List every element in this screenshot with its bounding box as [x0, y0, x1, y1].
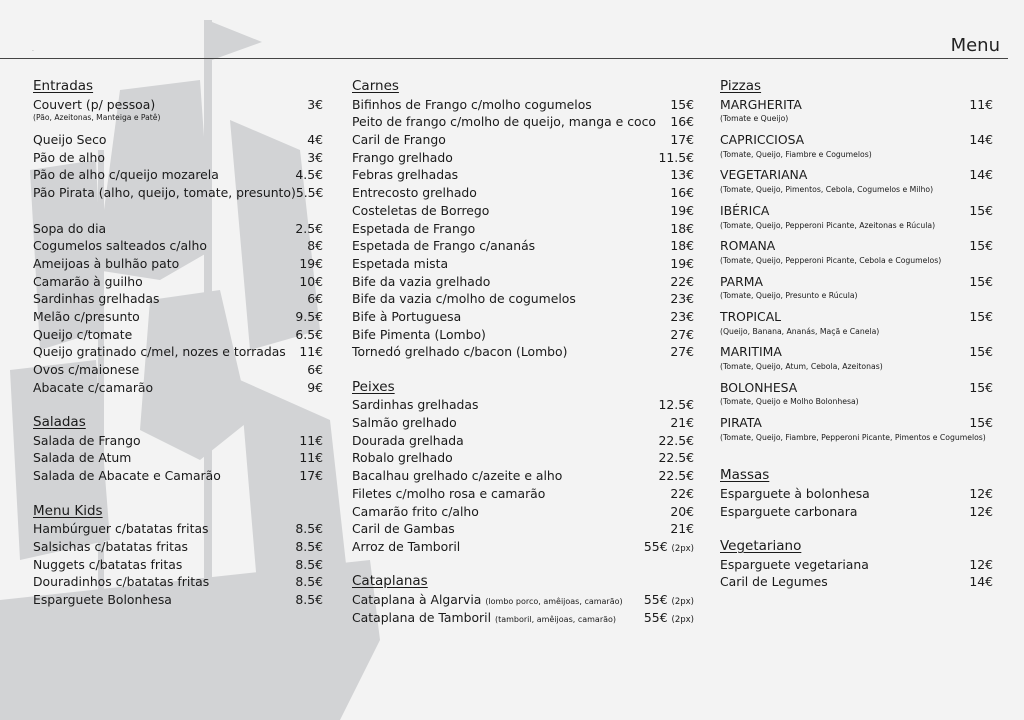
pizza-description: (Tomate, Queijo e Molho Bolonhesa) — [720, 397, 859, 407]
menu-item — [352, 184, 694, 202]
item-price: 8.5€ — [295, 538, 323, 554]
item-name: Salada de Abacate e Camarão — [33, 468, 221, 484]
item-price: 12€ — [969, 556, 993, 572]
item-name: Espetada de Frango c/ananás — [352, 238, 536, 254]
menu-item — [33, 184, 323, 202]
item-name: CAPRICCIOSA — [720, 132, 805, 148]
column-left — [33, 78, 323, 609]
item-ingredients: (lombo porco, amêijoas, camarão) — [485, 596, 623, 606]
item-price: 8.5€ — [295, 521, 323, 537]
section-title-kids: Menu Kids — [33, 502, 103, 519]
item-name: Entrecosto grelhado — [352, 185, 477, 201]
pizza-description: (Tomate, Queijo, Atum, Cebola, Azeitonas) — [720, 362, 883, 371]
item-price: 16€ — [670, 114, 694, 130]
item-price: 3€ — [307, 96, 323, 112]
item-price: 11€ — [299, 344, 323, 360]
item-price: 8.5€ — [295, 574, 323, 590]
menu-item — [352, 96, 694, 114]
menu-item — [720, 556, 993, 574]
item-price: 55€ — [643, 591, 668, 607]
pizza-description: (Tomate e Queijo) — [720, 114, 789, 124]
menu-item — [352, 503, 694, 521]
menu-item — [33, 520, 323, 538]
header-dot: . — [32, 46, 34, 53]
menu-item — [33, 343, 323, 361]
item-name: Filetes c/molho rosa e camarão — [352, 485, 546, 501]
item-price: 8.5€ — [295, 591, 323, 607]
pizza-item — [720, 273, 993, 291]
item-price: 21€ — [670, 415, 694, 431]
pizza-description: (Queijo, Banana, Ananás, Maçã e Canela) — [720, 326, 880, 336]
item-price: 15€ — [969, 273, 993, 289]
menu-item — [352, 449, 694, 467]
item-name: Salada de Frango — [33, 432, 141, 448]
item-name: Camarão à guilho — [33, 273, 143, 289]
item-name: Febras grelhadas — [352, 167, 459, 183]
menu-item — [352, 326, 694, 344]
menu-item — [33, 255, 323, 273]
item-price: 10€ — [299, 273, 323, 289]
item-price: 17€ — [670, 132, 694, 148]
menu-item — [352, 591, 694, 609]
item-name: PARMA — [720, 273, 763, 289]
item-name: Pão de alho c/queijo mozarela — [33, 167, 219, 183]
item-name: Salsichas c/batatas fritas — [33, 538, 188, 554]
menu-item — [33, 591, 323, 609]
item-price: 15€ — [969, 379, 993, 395]
item-name: Queijo c/tomate — [33, 326, 133, 342]
column-middle — [352, 78, 694, 626]
item-price: 11€ — [969, 96, 993, 112]
item-name: Esparguete à bolonhesa — [720, 485, 870, 501]
menu-item — [352, 166, 694, 184]
menu-item — [33, 556, 323, 574]
item-price: 27€ — [670, 326, 694, 342]
item-note: (Pão, Azeitonas, Manteiga e Patê) — [33, 113, 161, 123]
menu-item — [352, 343, 694, 361]
item-price: 15€ — [969, 202, 993, 218]
item-name: Bacalhau grelhado c/azeite e alho — [352, 468, 563, 484]
item-price: 8.5€ — [295, 556, 323, 572]
item-name: Sardinhas grelhadas — [33, 291, 160, 307]
item-price: 3€ — [307, 149, 323, 165]
item-price: 21€ — [670, 521, 694, 537]
item-name: Nuggets c/batatas fritas — [33, 556, 183, 572]
item-name: PIRATA — [720, 415, 762, 431]
menu-item — [720, 485, 993, 503]
menu-item — [33, 149, 323, 167]
menu-item — [33, 361, 323, 379]
item-price: 27€ — [670, 344, 694, 360]
section-title-carnes: Carnes — [352, 78, 399, 94]
menu-item — [33, 237, 323, 255]
pizza-item — [720, 96, 993, 114]
pizza-item — [720, 166, 993, 184]
item-name: Salmão grelhado — [352, 415, 457, 431]
item-price-group — [644, 609, 694, 630]
item-price: 12€ — [969, 503, 993, 519]
menu-item — [33, 449, 323, 467]
section-title-entradas: Entradas — [33, 78, 94, 94]
item-price: 8€ — [307, 238, 323, 254]
item-name: Caril de Legumes — [720, 574, 828, 590]
item-price: 4€ — [307, 132, 323, 148]
column-right — [720, 78, 993, 591]
item-name: TROPICAL — [720, 308, 782, 324]
item-price: 20€ — [670, 503, 694, 519]
menu-item — [352, 273, 694, 291]
item-price: 12.5€ — [658, 397, 694, 413]
item-portion: (2px) — [671, 543, 694, 554]
menu-item — [33, 220, 323, 238]
menu-item — [352, 237, 694, 255]
item-price: 22€ — [670, 273, 694, 289]
item-price: 13€ — [670, 167, 694, 183]
item-name: Hambúrguer c/batatas fritas — [33, 521, 209, 537]
pizza-description: (Tomate, Queijo, Pepperoni Picante, Cebola e Cogumelos) — [720, 255, 942, 265]
item-name: Cogumelos salteados c/alho — [33, 238, 207, 254]
item-price: 6€ — [307, 291, 323, 307]
item-price: 22.5€ — [658, 468, 694, 484]
pizza-description: (Tomate, Queijo, Presunto e Rúcula) — [720, 291, 858, 301]
item-name: Couvert (p/ pessoa) — [33, 96, 156, 112]
menu-item — [33, 131, 323, 149]
item-name: Esparguete Bolonhesa — [33, 591, 172, 607]
pizza-item — [720, 237, 993, 255]
item-name: Bife Pimenta (Lombo) — [352, 326, 486, 342]
item-name: Sopa do dia — [33, 220, 107, 236]
item-name: Salada de Atum — [33, 450, 132, 466]
item-name: IBÉRICA — [720, 202, 770, 218]
item-price: 15€ — [969, 415, 993, 431]
item-name: Tornedó grelhado c/bacon (Lombo) — [352, 344, 568, 360]
section-title-pizzas: Pizzas — [720, 78, 762, 94]
item-price: 18€ — [670, 220, 694, 236]
item-name: Dourada grelhada — [352, 432, 464, 448]
item-name: Bifinhos de Frango c/molho cogumelos — [352, 96, 592, 112]
item-name: Pão de alho — [33, 149, 105, 165]
item-name: Bife à Portuguesa — [352, 308, 462, 324]
pizza-item — [720, 414, 993, 432]
item-name: Pão Pirata (alho, queijo, tomate, presunto) — [33, 185, 296, 201]
item-price: 12€ — [969, 485, 993, 501]
menu-item — [352, 520, 694, 538]
item-name: Caril de Gambas — [352, 521, 455, 537]
pizza-item — [720, 131, 993, 149]
item-price: 19€ — [299, 255, 323, 271]
section-title-saladas: Saladas — [33, 414, 86, 431]
item-name: Ovos c/maionese — [33, 362, 140, 377]
menu-item — [720, 503, 993, 521]
section-title-vegetariano: Vegetariano — [720, 537, 802, 554]
menu-item — [33, 273, 323, 291]
menu-item — [352, 308, 694, 326]
page-title: Menu — [950, 35, 1000, 56]
item-name: ROMANA — [720, 238, 776, 254]
item-name: Bife da vazia c/molho de cogumelos — [352, 291, 576, 307]
pizza-description: (Tomate, Queijo, Fiambre e Cogumelos) — [720, 149, 872, 159]
menu-item — [352, 485, 694, 503]
item-price: 6.5€ — [295, 326, 323, 342]
item-price: 18€ — [670, 238, 694, 254]
menu-item — [352, 149, 694, 167]
item-name: BOLONHESA — [720, 379, 798, 395]
item-price: 22.5€ — [658, 432, 694, 448]
item-name: MARITIMA — [720, 344, 782, 360]
menu-item — [33, 166, 323, 184]
menu-item — [33, 326, 323, 344]
item-price: 15€ — [969, 308, 993, 324]
item-name: Espetada de Frango — [352, 220, 476, 236]
menu-item — [352, 290, 694, 308]
pizza-item — [720, 202, 993, 220]
item-name: Melão c/presunto — [33, 308, 140, 324]
item-price: 14€ — [969, 132, 993, 148]
pizza-description: (Tomate, Queijo, Pimentos, Cebola, Cogumelos e Milho) — [720, 185, 934, 195]
item-price: 9.5€ — [295, 308, 323, 324]
item-portion: (2px) — [671, 614, 694, 625]
item-price: 19€ — [670, 202, 694, 218]
item-price: 5.5€ — [295, 185, 324, 201]
item-name: Camarão frito c/alho — [352, 503, 479, 519]
item-price: 11€ — [299, 432, 323, 448]
menu-item — [352, 609, 694, 627]
item-name: Sardinhas grelhadas — [352, 397, 479, 413]
item-price: 22.5€ — [658, 450, 694, 466]
item-price: 6€ — [307, 362, 323, 377]
item-price: 23€ — [670, 291, 694, 307]
item-price: 15€ — [969, 238, 993, 254]
item-name: Ameijoas à bulhão pato — [33, 255, 180, 271]
item-name: Cataplana de Tamboril — [352, 609, 492, 625]
item-price: 22€ — [670, 485, 694, 501]
menu-item — [352, 113, 694, 131]
item-price: 14€ — [969, 167, 993, 183]
item-price: 55€ — [643, 538, 668, 554]
menu-item — [720, 573, 993, 591]
pizza-item — [720, 343, 993, 361]
item-name: Caril de Frango — [352, 132, 446, 148]
pizza-description: (Tomate, Queijo, Fiambre, Pepperoni Picante, Pimentos e Cogumelos) — [720, 432, 986, 442]
item-name: Frango grelhado — [352, 149, 453, 165]
item-name: Abacate c/camarão — [33, 379, 154, 395]
item-name: Robalo grelhado — [352, 450, 453, 466]
section-title-cataplanas: Cataplanas — [352, 573, 428, 590]
item-name: MARGHERITA — [720, 96, 802, 112]
item-name: VEGETARIANA — [720, 167, 808, 183]
section-title-massas: Massas — [720, 467, 770, 484]
item-price: 23€ — [670, 308, 694, 324]
item-price: 15€ — [670, 96, 694, 112]
item-price: 16€ — [670, 185, 694, 201]
item-price: 4.5€ — [295, 167, 323, 183]
item-name: Esparguete carbonara — [720, 503, 858, 519]
pizza-description: (Tomate, Queijo, Pepperoni Picante, Azeitonas e Rúcula) — [720, 220, 936, 230]
item-price: 15€ — [969, 344, 993, 360]
item-name: Douradinhos c/batatas fritas — [33, 574, 210, 590]
item-name: Arroz de Tamboril — [352, 538, 461, 554]
item-portion: (2px) — [671, 596, 694, 607]
item-price: 11€ — [299, 450, 323, 466]
menu-item — [33, 467, 323, 485]
menu-item — [352, 396, 694, 414]
item-ingredients: (tamboril, amêijoas, camarão) — [494, 614, 617, 624]
menu-item — [352, 432, 694, 450]
menu-item — [352, 414, 694, 432]
header-divider — [0, 58, 1008, 59]
item-name: Queijo gratinado c/mel, nozes e torradas — [33, 344, 286, 360]
item-name: Bife da vazia grelhado — [352, 273, 491, 289]
item-price: 14€ — [969, 574, 993, 590]
item-price: 11.5€ — [658, 149, 694, 165]
item-name: Peito de frango c/molho de queijo, manga e coco — [352, 114, 657, 130]
item-price: 9€ — [307, 379, 323, 395]
item-name: Espetada mista — [352, 255, 449, 271]
menu-item — [33, 432, 323, 450]
menu-item — [352, 220, 694, 238]
item-price: 19€ — [670, 255, 694, 271]
item-price: 55€ — [643, 609, 668, 625]
menu-item — [33, 379, 323, 397]
item-name: Cataplana à Algarvia — [352, 591, 482, 607]
pizza-item — [720, 308, 993, 326]
menu-item — [33, 290, 323, 308]
pizza-item — [720, 379, 993, 397]
menu-item — [33, 538, 323, 556]
section-title-peixes: Peixes — [352, 378, 395, 395]
menu-item — [352, 202, 694, 220]
item-name: Costeletas de Borrego — [352, 202, 490, 218]
item-name-group — [352, 609, 616, 629]
menu-item — [352, 131, 694, 149]
menu-item — [33, 96, 323, 114]
menu-item — [33, 573, 323, 591]
menu-item — [352, 255, 694, 273]
menu-item — [352, 467, 694, 485]
item-name: Esparguete vegetariana — [720, 556, 869, 572]
menu-item — [33, 308, 323, 326]
menu-item — [352, 538, 694, 556]
item-price: 17€ — [299, 468, 323, 484]
item-name: Queijo Seco — [33, 132, 107, 148]
item-price-group — [644, 538, 694, 559]
item-price: 2.5€ — [295, 220, 323, 236]
